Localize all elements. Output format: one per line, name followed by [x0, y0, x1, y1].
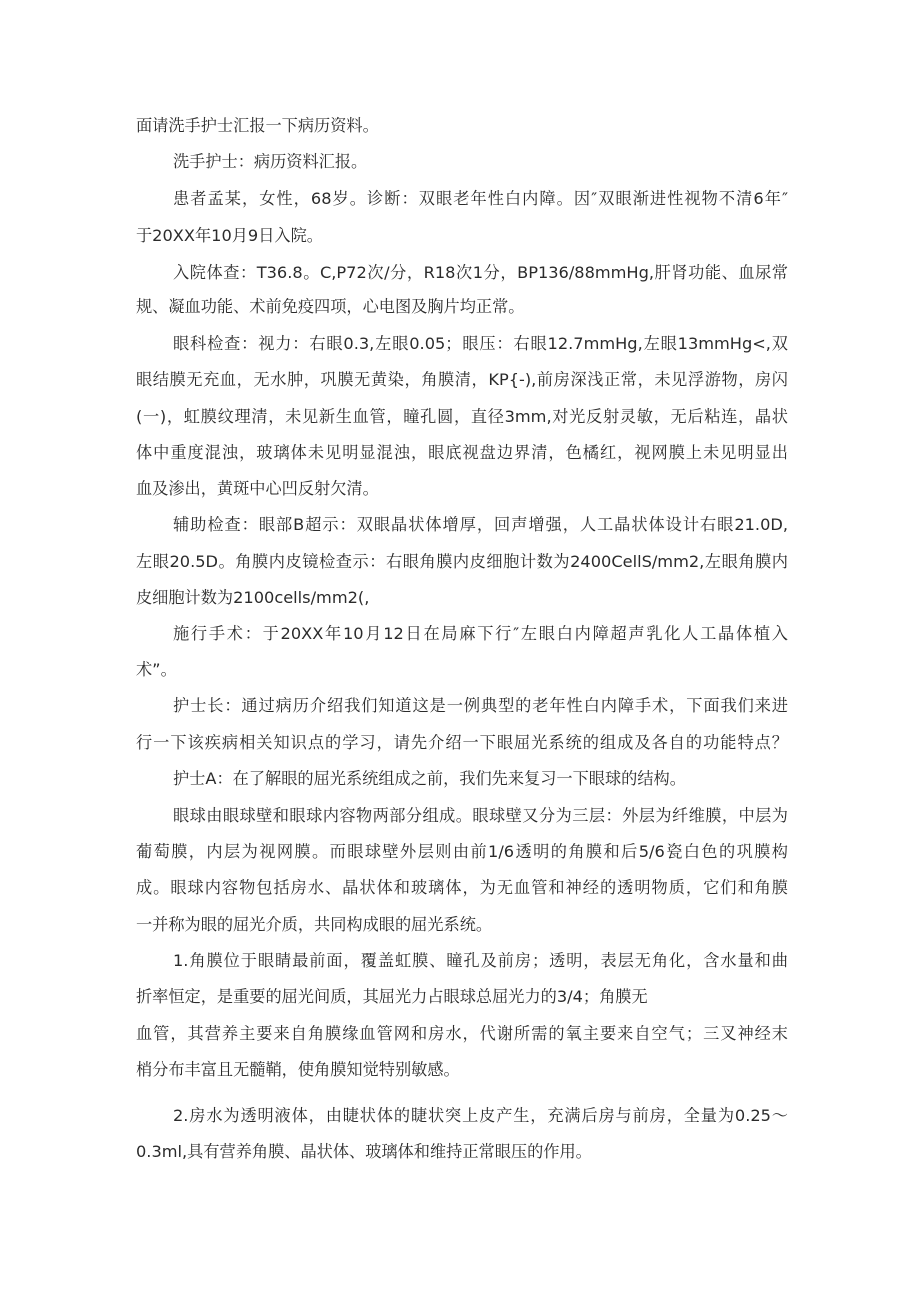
- text-line: 折率恒定，是重要的屈光间质，其屈光力占眼球总屈光力的3/4；角膜无: [136, 987, 648, 1006]
- text-line: 1.角膜位于眼睛最前面，覆盖虹膜、瞳孔及前房；透明，表层无角化，含水量和曲: [173, 951, 788, 970]
- text-line: 梢分布丰富且无髓鞘，使角膜知觉特别敏感。: [136, 1060, 460, 1079]
- text-line: 术”。: [136, 660, 177, 679]
- text-line: 规、凝血功能、术前免疫四项，心电图及胸片均正常。: [136, 297, 525, 316]
- text-line: 洗手护士：病历资料汇报。: [173, 152, 368, 171]
- text-line: 眼球由眼球壁和眼球内容物两部分组成。眼球壁又分为三层：外层为纤维膜，中层为: [173, 806, 788, 825]
- text-line: 血及渗出，黄斑中心凹反射欠清。: [136, 479, 379, 498]
- text-line: 患者孟某，女性，68岁。诊断：双眼老年性白内障。因″双眼渐进性视物不清6年″: [173, 189, 788, 208]
- text-line: 成。眼球内容物包括房水、晶状体和玻璃体，为无血管和神经的透明物质，它们和角膜: [136, 878, 788, 897]
- text-line: 血管，其营养主要来自角膜缘血管网和房水，代谢所需的氧主要来自空气；三叉神经末: [136, 1024, 788, 1043]
- text-line: 体中重度混浊，玻璃体未见明显混浊，眼底视盘边界清，色橘红，视网膜上未见明显出: [136, 443, 788, 462]
- text-line: 入院体查：T36.8。C,P72次/分，R18次1分，BP136∕88mmHg,肝肾功能、血尿常: [173, 263, 788, 282]
- text-line: 葡萄膜，内层为视网膜。而眼球壁外层则由前1/6透明的角膜和后5/6瓷白色的巩膜构: [136, 842, 788, 861]
- text-line: 左眼20.5D。角膜内皮镜检查示：右眼角膜内皮细胞计数为2400CellS/mm2,左眼角膜内: [136, 552, 788, 571]
- text-line: 面请洗手护士汇报一下病历资料。: [136, 116, 379, 135]
- text-line: (一)，虹膜纹理清，未见新生血管，瞳孔圆，直径3mm,对光反射灵敏，无后粘连，晶状: [136, 407, 788, 426]
- text-line: 护士长：通过病历介绍我们知道这是一例典型的老年性白内障手术，下面我们来进: [173, 696, 788, 715]
- text-line: 眼科检查：视力：右眼0.3,左眼0.05；眼压：右眼12.7mmHg,左眼13mmHg<,双: [173, 334, 788, 353]
- text-line: 2.房水为透明液体，由睫状体的睫状突上皮产生，充满后房与前房，全量为0.25～: [173, 1106, 788, 1125]
- text-line: 护士A：在了解眼的屈光系统组成之前，我们先来复习一下眼球的结构。: [173, 769, 686, 788]
- text-line: 眼结膜无充血，无水肿，巩膜无黄染，角膜清，KP{-),前房深浅正常，未见浮游物，房闪: [136, 370, 788, 389]
- text-line: 皮细胞计数为2100cells/mm2(,: [136, 588, 370, 607]
- text-line: 0.3ml,具有营养角膜、晶状体、玻璃体和维持正常眼压的作用。: [136, 1142, 592, 1161]
- text-line: 辅助检查：眼部B超示：双眼晶状体增厚，回声增强，人工晶状体设计右眼21.0D,: [173, 515, 788, 534]
- text-line: 行一下该疾病相关知识点的学习，请先介绍一下眼屈光系统的组成及各自的功能特点？: [136, 733, 788, 752]
- text-line: 施行手术：于20XX年10月12日在局麻下行″左眼白内障超声乳化人工晶体植入: [173, 624, 788, 643]
- text-line: 一并称为眼的屈光介质，共同构成眼的屈光系统。: [136, 915, 493, 934]
- text-line: 于20XX年10月9日入院。: [136, 226, 323, 245]
